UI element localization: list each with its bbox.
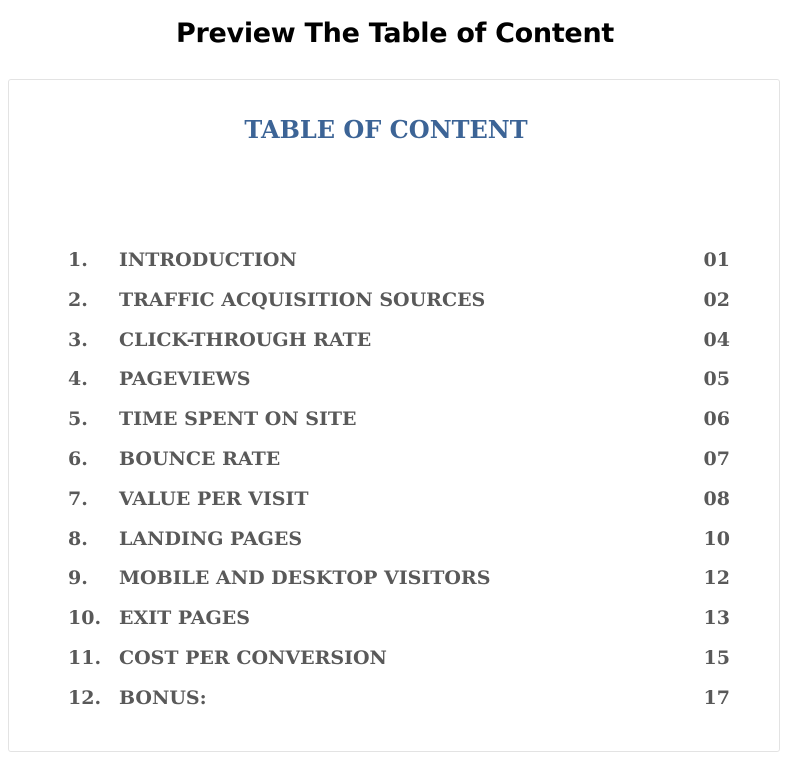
toc-entry-page: 12 bbox=[703, 567, 730, 590]
toc-entry-label: TIME SPENT ON SITE bbox=[119, 408, 357, 431]
toc-entry-number: 8. bbox=[68, 527, 88, 550]
toc-entry-page: 15 bbox=[703, 646, 730, 669]
toc-entry-label: BONUS: bbox=[119, 686, 207, 709]
toc-entry-page: 04 bbox=[703, 328, 730, 351]
toc-entry bbox=[68, 524, 730, 564]
toc-entry-page: 17 bbox=[703, 686, 730, 709]
toc-entry-number: 5. bbox=[68, 408, 88, 431]
toc-entry-number: 6. bbox=[68, 447, 88, 470]
toc-entry-number: 12. bbox=[68, 686, 102, 709]
toc-entry-number: 7. bbox=[68, 487, 88, 510]
toc-entry-page: 02 bbox=[703, 288, 730, 311]
toc-entry-page: 06 bbox=[703, 408, 730, 431]
toc-entry bbox=[68, 603, 730, 643]
toc-list bbox=[68, 245, 730, 723]
toc-entry bbox=[68, 285, 730, 325]
toc-entry-page: 07 bbox=[703, 447, 730, 470]
toc-entry bbox=[68, 404, 730, 444]
toc-entry-label: COST PER CONVERSION bbox=[119, 646, 387, 669]
toc-entry bbox=[68, 444, 730, 484]
toc-entry-number: 9. bbox=[68, 567, 88, 590]
toc-entry-label: BOUNCE RATE bbox=[119, 447, 281, 470]
toc-entry-number: 4. bbox=[68, 368, 88, 391]
toc-entry-label: TRAFFIC ACQUISITION SOURCES bbox=[119, 288, 486, 311]
toc-entry bbox=[68, 563, 730, 603]
toc-entry-label: CLICK-THROUGH RATE bbox=[119, 328, 372, 351]
toc-entry-label: LANDING PAGES bbox=[119, 527, 303, 550]
toc-entry bbox=[68, 245, 730, 285]
toc-entry bbox=[68, 683, 730, 723]
toc-entry-label: VALUE PER VISIT bbox=[119, 487, 309, 510]
toc-entry bbox=[68, 643, 730, 683]
toc-entry-number: 3. bbox=[68, 328, 88, 351]
toc-entry-number: 1. bbox=[68, 249, 88, 271]
toc-entry bbox=[68, 484, 730, 524]
toc-entry-page: 01 bbox=[703, 249, 730, 271]
toc-preview-card bbox=[8, 79, 780, 752]
toc-entry-label: MOBILE AND DESKTOP VISITORS bbox=[119, 567, 491, 590]
toc-entry-number: 11. bbox=[68, 646, 102, 669]
toc-entry-page: 05 bbox=[703, 368, 730, 391]
toc-entry-label: PAGEVIEWS bbox=[119, 368, 251, 391]
toc-entry-number: 10. bbox=[68, 607, 102, 630]
toc-entry-number: 2. bbox=[68, 288, 88, 311]
toc-entry bbox=[68, 364, 730, 404]
toc-entry-page: 08 bbox=[703, 487, 730, 510]
toc-entry-label: EXIT PAGES bbox=[119, 607, 250, 630]
toc-entry-page: 10 bbox=[703, 527, 730, 550]
page-heading: Preview The Table of Content bbox=[176, 18, 614, 49]
toc-entry-page: 13 bbox=[703, 607, 730, 630]
toc-title: TABLE OF CONTENT bbox=[244, 115, 528, 144]
toc-entry-label: INTRODUCTION bbox=[119, 249, 297, 271]
toc-entry bbox=[68, 325, 730, 365]
